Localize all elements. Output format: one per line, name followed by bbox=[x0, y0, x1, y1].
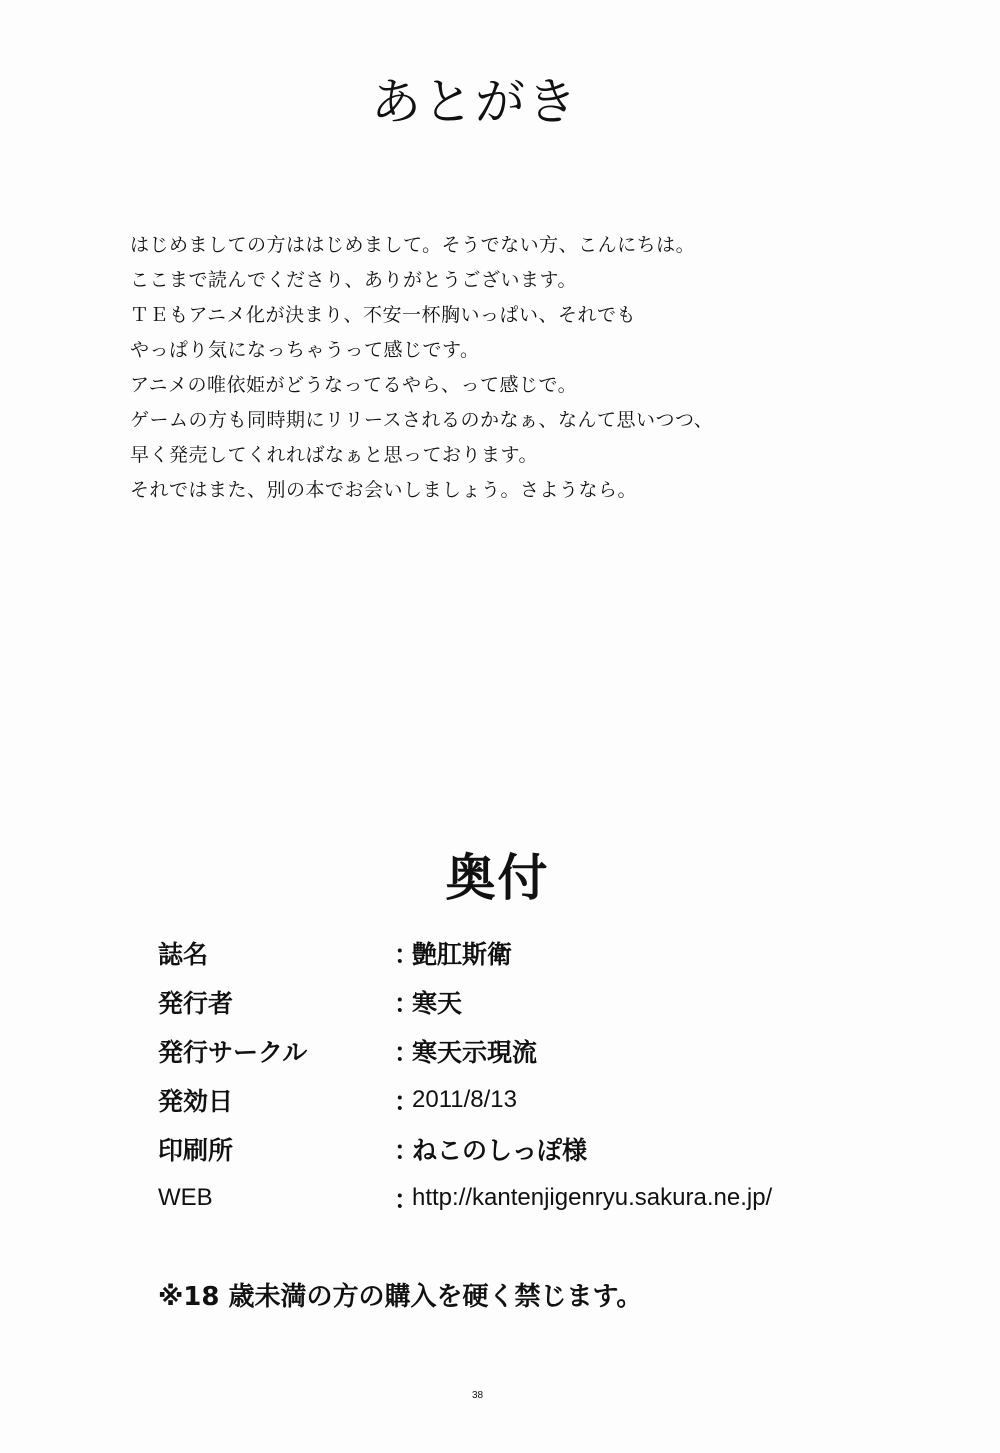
colophon-value: 寒天示現流 bbox=[412, 1037, 538, 1067]
colophon-table bbox=[158, 928, 878, 1222]
colophon-row-printer bbox=[158, 1124, 878, 1173]
colophon-label: 誌名 bbox=[158, 939, 209, 969]
colophon-colon: ： bbox=[394, 1037, 420, 1067]
colophon-label: 発行サークル bbox=[158, 1037, 308, 1067]
afterword-title: あとがき bbox=[371, 73, 579, 131]
colophon-value: 寒天 bbox=[412, 988, 463, 1018]
afterword-line: アニメの唯依姫がどうなってるやら、って感じで。 bbox=[130, 374, 578, 396]
colophon-colon: ： bbox=[394, 988, 420, 1018]
colophon-row-circle bbox=[158, 1026, 878, 1075]
colophon-row-date bbox=[158, 1075, 878, 1124]
colophon-label: 発行者 bbox=[158, 988, 234, 1018]
colophon-value: ねこのしっぽ様 bbox=[412, 1135, 588, 1165]
colophon-value: 艶肛斯衛 bbox=[412, 939, 513, 969]
colophon-label: WEB bbox=[158, 1183, 213, 1211]
colophon-title: 奥付 bbox=[445, 849, 550, 907]
afterword-line: ゲームの方も同時期にリリースされるのかなぁ、なんて思いつつ、 bbox=[130, 409, 714, 431]
colophon-row-publisher bbox=[158, 977, 878, 1026]
colophon-label: 印刷所 bbox=[158, 1135, 234, 1165]
afterword-line: ＴＥもアニメ化が決まり、不安一杯胸いっぱい、それでも bbox=[130, 304, 637, 326]
afterword-line: ここまで読んでくださり、ありがとうございます。 bbox=[130, 269, 577, 291]
page-number: 38 bbox=[471, 1390, 484, 1401]
age-restriction-notice: ※18 歳未満の方の購入を硬く禁じます。 bbox=[158, 1282, 643, 1312]
afterword-line: はじめましての方ははじめまして。そうでない方、こんにちは。 bbox=[130, 234, 696, 256]
afterword-body bbox=[130, 228, 910, 508]
afterword-line: 早く発売してくれればなぁと思っております。 bbox=[130, 444, 538, 466]
colophon-colon: ： bbox=[394, 1086, 420, 1116]
afterword-line: やっぱり気になっちゃうって感じです。 bbox=[130, 339, 480, 361]
colophon-row-title bbox=[158, 928, 878, 977]
colophon-colon: ： bbox=[394, 1184, 420, 1214]
web-url: http://kantenjigenryu.sakura.ne.jp/ bbox=[412, 1183, 773, 1211]
colophon-value: 2011/8/13 bbox=[412, 1085, 517, 1113]
colophon-label: 発効日 bbox=[158, 1086, 234, 1116]
colophon-colon: ： bbox=[394, 1135, 420, 1165]
colophon-colon: ： bbox=[394, 939, 420, 969]
colophon-row-web bbox=[158, 1173, 878, 1222]
afterword-line: それではまた、別の本でお会いしましょう。さようなら。 bbox=[130, 479, 638, 501]
